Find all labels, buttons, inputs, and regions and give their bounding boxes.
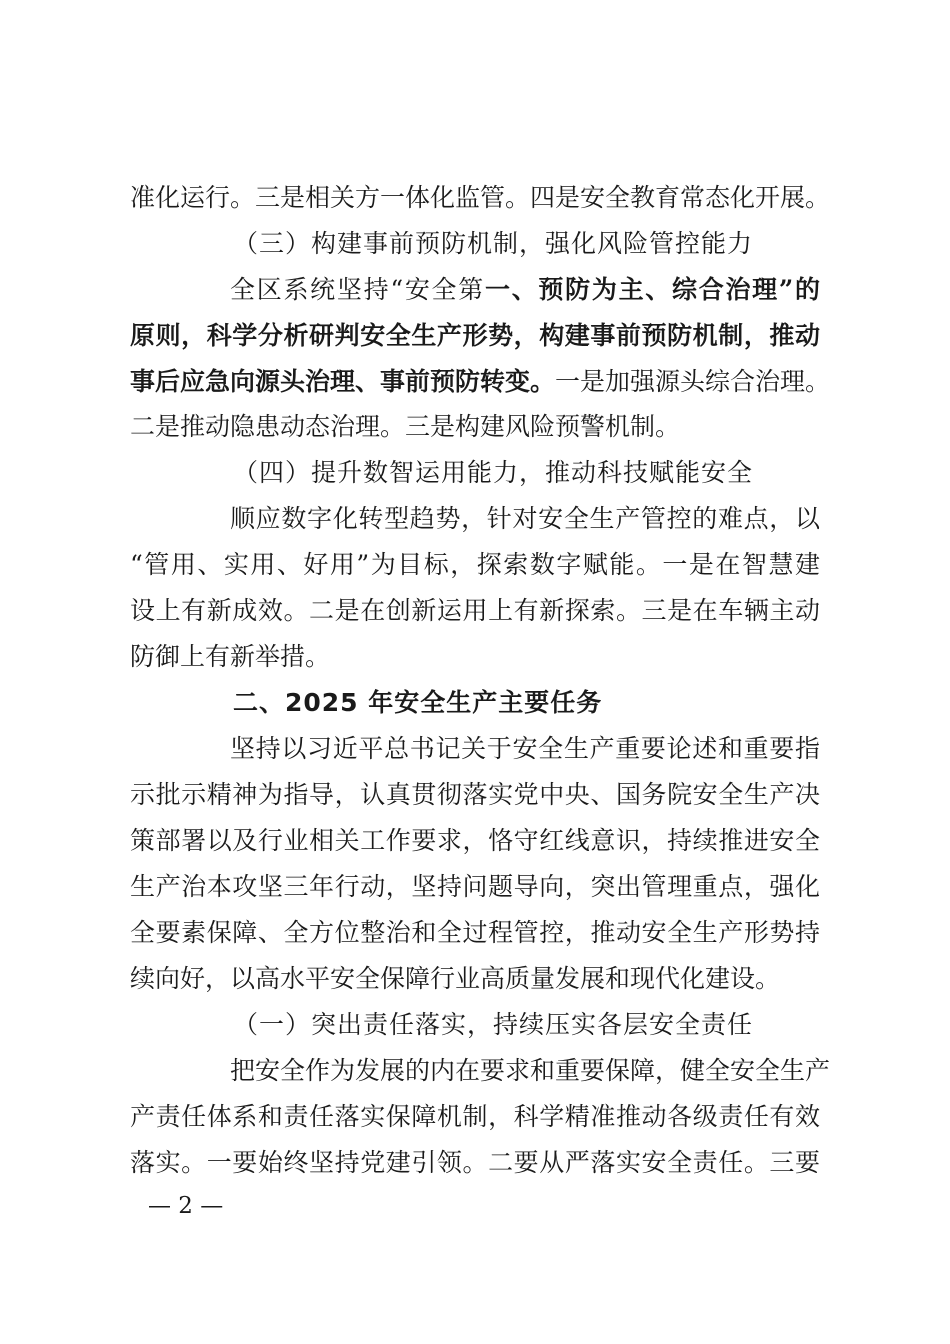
- section-heading: （三）构建事前预防机制，强化风险管控能力: [233, 229, 754, 258]
- text-run: 全区系统坚持“安全第: [230, 275, 485, 304]
- paragraph-line: 生产治本攻坚三年行动，坚持问题导向，突出管理重点，强化: [130, 872, 820, 901]
- paragraph-line: 全要素保障、全方位整治和全过程管控，推动安全生产形势持: [130, 918, 820, 947]
- paragraph-line: 示批示精神为指导，认真贯彻落实党中央、国务院安全生产决: [130, 780, 820, 809]
- bold-text-run: 事后应急向源头治理、事前预防转变。: [130, 367, 556, 396]
- paragraph-line: [230, 275, 820, 305]
- paragraph-line: 防御上有新举措。: [130, 642, 331, 671]
- paragraph-line: 续向好，以高水平安全保障行业高质量发展和现代化建设。: [130, 964, 781, 993]
- paragraph-line: 产责任体系和责任落实保障机制，科学精准推动各级责任有效: [130, 1102, 820, 1131]
- paragraph-line: 把安全作为发展的内在要求和重要保障，健全安全生产: [230, 1056, 831, 1085]
- paragraph-line: 准化运行。三是相关方一体化监管。四是安全教育常态化开展。: [130, 183, 831, 212]
- paragraph-line: 原则，科学分析研判安全生产形势，构建事前预防机制，推动: [130, 321, 820, 350]
- bold-text-run: 一、预防为主、综合治理”的: [484, 275, 820, 304]
- paragraph-line: [130, 367, 831, 397]
- paragraph-line: 策部署以及行业相关工作要求，恪守红线意识，持续推进安全: [130, 826, 820, 855]
- paragraph-line: 顺应数字化转型趋势，针对安全生产管控的难点，以: [230, 504, 820, 533]
- section-heading: （一）突出责任落实，持续压实各层安全责任: [233, 1010, 754, 1039]
- page-number: — 2 —: [148, 1193, 224, 1219]
- section-heading: （四）提升数智运用能力，推动科技赋能安全: [233, 458, 754, 487]
- chapter-heading: 二、2025 年安全生产主要任务: [233, 688, 603, 717]
- paragraph-line: 落实。一要始终坚持党建引领。二要从严落实安全责任。三要: [130, 1148, 820, 1177]
- paragraph-line: 二是推动隐患动态治理。三是构建风险预警机制。: [130, 412, 681, 441]
- paragraph-line: 设上有新成效。二是在创新运用上有新探索。三是在车辆主动: [130, 596, 820, 625]
- text-run: 一是加强源头综合治理。: [555, 367, 831, 396]
- paragraph-line: “管用、实用、好用”为目标，探索数字赋能。一是在智慧建: [130, 550, 820, 579]
- paragraph-line: 坚持以习近平总书记关于安全生产重要论述和重要指: [230, 734, 820, 763]
